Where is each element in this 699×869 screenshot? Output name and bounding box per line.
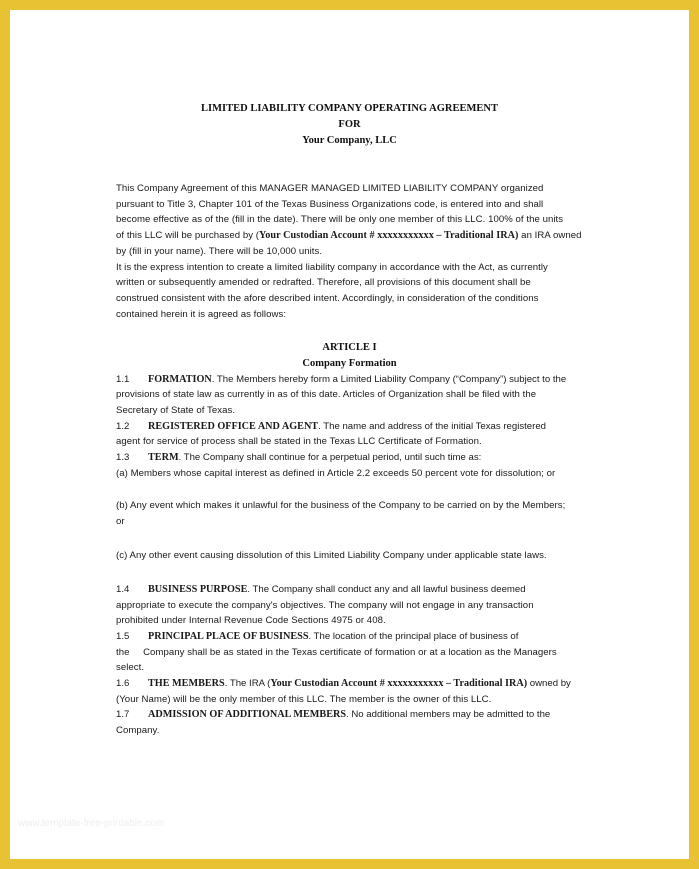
custodian-account: Your Custodian Account # xxxxxxxxxxx – Traditional IRA) [270, 678, 528, 689]
section-heading: THE MEMBERS [148, 678, 225, 689]
section-line: agent for service of process shall be stated in the Texas LLC Certificate of Formation. [116, 436, 482, 447]
article-title: ARTICLE I [322, 342, 377, 353]
section-1-1 [148, 374, 566, 385]
intro-line: written or subsequently amended or redrafted. Therefore, all provisions of this document shall be [116, 277, 531, 288]
watermark: www.template-free-printable.com [18, 818, 165, 829]
section-line: select. [116, 662, 145, 673]
section-number: 1.1 [116, 374, 130, 385]
section-text: . The location of the principal place of business of [308, 631, 519, 642]
section-number: 1.5 [116, 631, 130, 642]
intro-line: by (fill in your name). There will be 10,000 units. [116, 246, 323, 257]
section-text: . The name and address of the initial Texas registered [318, 421, 547, 432]
intro-text: of this LLC will be purchased by ( [116, 230, 260, 241]
clause-b-cont: or [116, 516, 125, 527]
section-text: . The Members hereby form a Limited Liability Company (“Company”) subject to the [211, 374, 567, 385]
document-for: FOR [338, 119, 361, 130]
intro-text: an IRA owned [518, 230, 582, 241]
clause-b: (b) Any event which makes it unlawful for the business of the Company to be carried on by the Members; [116, 500, 566, 511]
section-number: 1.3 [116, 452, 130, 463]
section-line: Secretary of State of Texas. [116, 405, 236, 416]
section-1-5 [148, 631, 518, 642]
company-name: Your Company, LLC [302, 135, 397, 146]
section-heading: TERM [148, 452, 179, 463]
section-line: (Your Name) will be the only member of this LLC. The member is the owner of this LLC. [116, 694, 492, 705]
section-text: . No additional members may be admitted to the [346, 709, 551, 720]
intro-line [116, 230, 582, 241]
section-line: prohibited under Internal Revenue Code Sections 4975 or 408. [116, 615, 386, 626]
section-text: . The Company shall continue for a perpetual period, until such time as: [178, 452, 482, 463]
section-number: 1.6 [116, 678, 130, 689]
section-text: . The IRA ( [224, 678, 271, 689]
section-heading: PRINCIPAL PLACE OF BUSINESS [148, 631, 309, 642]
clause-a: (a) Members whose capital interest as defined in Article 2.2 exceeds 50 percent vote for dissolution; or [116, 468, 556, 479]
intro-line: pursuant to Title 3, Chapter 101 of the Texas Business Organizations code, is entered into and shall [116, 199, 544, 210]
section-number: 1.7 [116, 709, 130, 720]
intro-line: It is the express intention to create a limited liability company in accordance with the Act, as currently [116, 262, 548, 273]
section-number: 1.2 [116, 421, 130, 432]
section-1-2 [148, 421, 546, 432]
section-1-6 [148, 678, 571, 689]
custodian-account: Your Custodian Account # xxxxxxxxxxx – Traditional IRA) [259, 230, 519, 241]
clause-c: (c) Any other event causing dissolution of this Limited Liability Company under applicable state laws. [116, 550, 547, 561]
article-subtitle: Company Formation [302, 358, 397, 369]
section-line: provisions of state law as currently in as of this date. Articles of Organization shall be filed with the [116, 389, 537, 400]
intro-line: This Company Agreement of this MANAGER MANAGED LIMITED LIABILITY COMPANY organized [116, 183, 544, 194]
section-number: 1.4 [116, 584, 130, 595]
section-line: the Company shall be as stated in the Texas certificate of formation or at a location as the Managers [116, 647, 557, 658]
section-line: Company. [116, 725, 160, 736]
section-heading: ADMISSION OF ADDITIONAL MEMBERS [148, 709, 347, 720]
document-title: LIMITED LIABILITY COMPANY OPERATING AGREEMENT [201, 103, 498, 114]
intro-line: become effective as of the (fill in the date). There will be only one member of this LLC. 100% of the units [116, 214, 564, 225]
section-heading: REGISTERED OFFICE AND AGENT [148, 421, 319, 432]
intro-line: contained herein it is agreed as follows: [116, 309, 287, 320]
section-1-3 [148, 452, 481, 463]
section-1-4 [148, 584, 526, 595]
section-heading: BUSINESS PURPOSE [148, 584, 248, 595]
section-text: . The Company shall conduct any and all lawful business deemed [247, 584, 526, 595]
section-text: owned by [527, 678, 571, 689]
section-heading: FORMATION [148, 374, 212, 385]
intro-line: construed consistent with the afore described intent. Accordingly, in consideration of the conditions [116, 293, 539, 304]
section-line: appropriate to execute the company's objectives. The company will not engage in any transaction [116, 600, 534, 611]
section-1-7 [148, 709, 550, 720]
